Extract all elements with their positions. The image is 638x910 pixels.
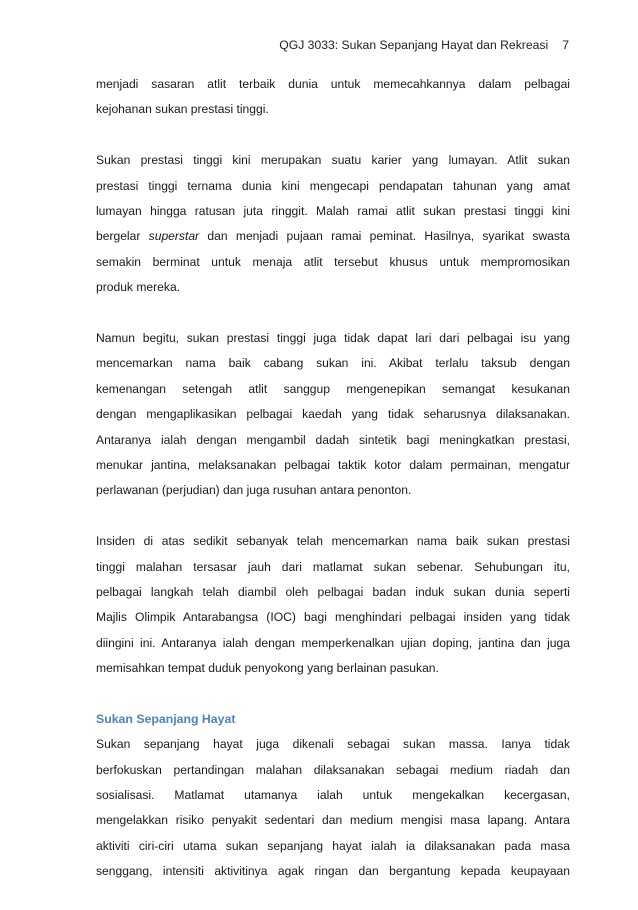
text-line: mencemarkan nama baik cabang sukan ini. Akibat terlalu taksub dengan <box>96 356 570 371</box>
text-line <box>96 224 570 249</box>
text-line: aktiviti ciri-ciri utama sukan sepanjang hayat ialah ia dilaksanakan pada masa <box>96 838 570 853</box>
text-line: tinggi malahan tersasar jauh dari matlamat sukan sebenar. Sehubungan itu, <box>96 559 570 574</box>
italic-term: superstar <box>148 229 200 244</box>
text-line: mengelakkan risiko penyakit sedentari dan medium mengisi masa lapang. Antara <box>96 813 570 828</box>
text-line: menjadi sasaran atlit terbaik dunia untuk memecahkannya dalam pelbagai <box>96 77 570 91</box>
text-line: Majlis Olimpik Antarabangsa (IOC) bagi menghindari pelbagai insiden yang tidak <box>96 610 570 625</box>
text-line: Namun begitu, sukan prestasi tinggi juga tidak dapat lari dari pelbagai isu yang <box>96 331 570 346</box>
text-line: Insiden di atas sedikit sebanyak telah mencemarkan nama baik sukan prestasi <box>96 534 570 549</box>
text-line: Antaranya ialah dengan mengambil dadah sintetik bagi meningkatkan prestasi, <box>96 432 570 447</box>
text-line: menukar jantina, melaksanakan pelbagai taktik kotor dalam permainan, mengatur <box>96 458 570 473</box>
paragraph-5 <box>96 732 570 884</box>
text-line: pelbagai langkah telah diambil oleh pelbagai badan induk sukan dunia seperti <box>96 585 570 600</box>
text-line: kemenangan setengah atlit sanggup mengenepikan semangat kesukanan <box>96 381 570 396</box>
document-body <box>96 72 570 910</box>
paragraph-3 <box>96 326 570 504</box>
text-run: dan menjadi pujaan ramai peminat. Hasilnya, syarikat swasta <box>199 229 570 244</box>
text-line: semakin berminat untuk menaja atlit tersebut khusus untuk mempromosikan <box>96 254 570 269</box>
text-line: memisahkan tempat duduk penyokong yang berlainan pasukan. <box>96 661 439 676</box>
text-line: perlawanan (perjudian) dan juga rusuhan antara penonton. <box>96 483 412 498</box>
text-line: dengan mengaplikasikan pelbagai kaedah yang tidak seharusnya dilaksanakan. <box>96 407 570 422</box>
text-line: senggang, intensiti aktivitinya agak ringan dan bergantung kepada keupayaan <box>96 864 570 879</box>
text-line: Sukan sepanjang hayat juga dikenali sebagai sukan massa. Ianya tidak <box>96 737 570 752</box>
paragraph-4 <box>96 529 570 681</box>
text-line: kejohanan sukan prestasi tinggi. <box>96 102 269 117</box>
page-header <box>279 38 569 52</box>
text-line: produk mereka. <box>96 280 181 295</box>
header-title: QGJ 3033: Sukan Sepanjang Hayat dan Rekreasi <box>279 38 549 52</box>
text-line: Sukan prestasi tinggi kini merupakan suatu karier yang lumayan. Atlit sukan <box>96 153 570 168</box>
paragraph-1 <box>96 72 570 123</box>
text-line: prestasi tinggi ternama dunia kini mengecapi pendapatan tahunan yang amat <box>96 178 570 193</box>
paragraph-2 <box>96 148 570 300</box>
section-heading: Sukan Sepanjang Hayat <box>96 712 236 727</box>
text-run: bergelar <box>96 229 149 244</box>
text-line: berfokuskan pertandingan malahan dilaksanakan sebagai medium riadah dan <box>96 762 570 777</box>
text-line: lumayan hingga ratusan juta ringgit. Malah ramai atlit sukan prestasi tinggi kini <box>96 204 570 219</box>
text-line: sosialisasi. Matlamat utamanya ialah untuk mengekalkan kecergasan, <box>96 787 570 802</box>
text-line: diingini ini. Antaranya ialah dengan memperkenalkan ujian doping, jantina dan juga <box>96 635 570 650</box>
page-number: 7 <box>562 38 569 52</box>
